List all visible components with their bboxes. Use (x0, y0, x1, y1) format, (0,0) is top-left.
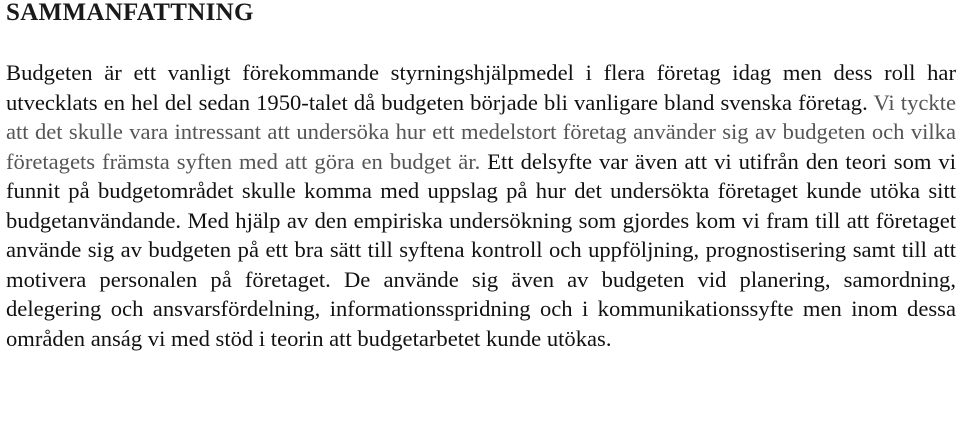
summary-sentence-5: De använde sig även av budgeten vid planering, samordning, delegering och ansvarsfördelning, informationsspridning och i kommunikationssyfte men inom dessa områden anság vi med stöd i teorin att budgetarbetet kunde utökas. (6, 266, 956, 351)
section-heading: SAMMANFATTNING (6, 0, 254, 26)
document-page (6, 0, 956, 421)
summary-sentence-1: Budgeten är ett vanligt förekommande styrningshjälpmedel i flera företag idag men dess roll har utvecklats en hel del sedan 1950-talet då budgeten började bli vanligare bland svenska företag. (6, 60, 956, 115)
summary-sentence-3: Ett delsyfte var även att vi utifrån den teori som vi funnit på budgetområdet skulle komma med uppslag på hur det undersökta företaget kunde utöka sitt budgetanvändande. (6, 148, 957, 233)
summary-sentence-2: Vi tyckte att det skulle vara intressant att undersöka hur ett medelstort företag använder sig av budgeten och vilka företagets främsta syften med att göra en budget är. (6, 89, 957, 174)
summary-paragraph (6, 58, 956, 353)
summary-sentence-4: Med hjälp av den empiriska undersökning som gjordes kom vi fram till att företaget använde sig av budgeten på ett bra sätt till syftena kontroll och uppföljning, prognostisering samt till att motivera personalen på företaget. (6, 207, 956, 292)
